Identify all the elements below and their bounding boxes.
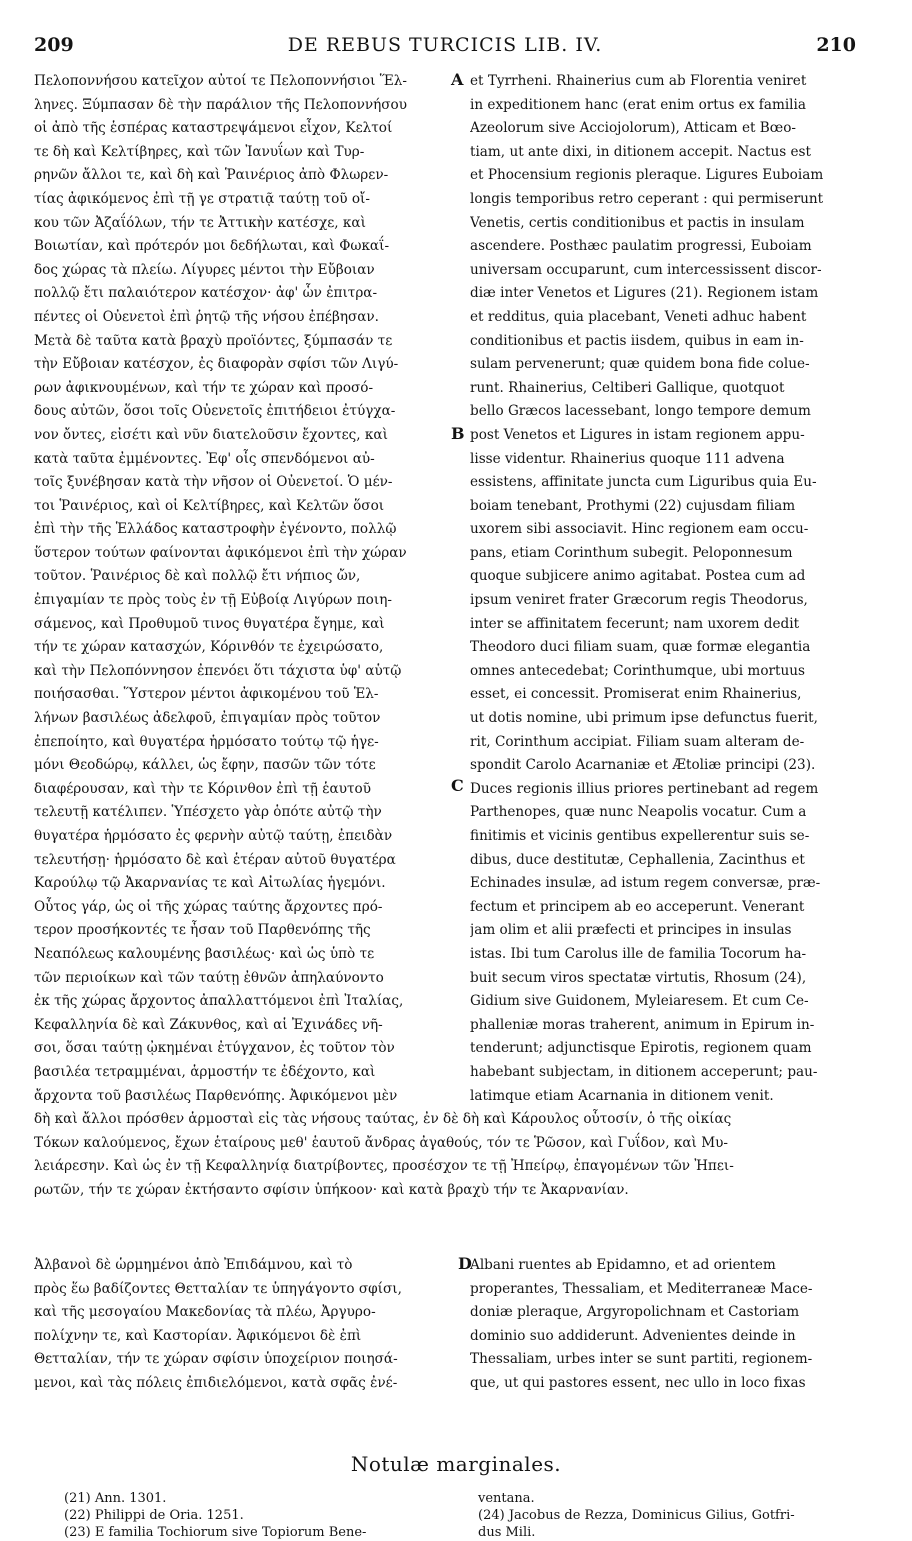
section-marker-c: C <box>451 776 464 795</box>
greek-line: τοι Ῥαινέριος, καὶ οἱ Κελτίβηρες, καὶ Κελτῶν ὅσοι <box>34 497 385 514</box>
greek-line: λειάρεσην. Καὶ ὡς ἐν τῇ Κεφαλληνίᾳ διατρίβοντες, προσέσχον τε τῇ Ἠπείρῳ, ἐπαγομένων τῶν Ἠπει- <box>34 1158 734 1175</box>
latin-line: jam olim et alii præfecti et principes in insulas <box>470 922 792 939</box>
greek-line: ρηνῶν ἄλλοι τε, καὶ δὴ καὶ Ῥαινέριος ἀπὸ Φλωρεν- <box>34 167 389 184</box>
page-number-left: 209 <box>34 34 74 56</box>
greek-line: Μετὰ δὲ ταῦτα κατὰ βραχὺ προϊόντες, ξύμπασάν τε <box>34 332 393 349</box>
running-title: DE REBUS TURCICIS LIB. IV. <box>287 34 603 56</box>
latin-line: rit, Corinthum accipiat. Filiam suam alteram de- <box>470 733 805 750</box>
greek-line: λήνων βασιλέως ἀδελφοῦ, ἐπιγαμίαν πρὸς τοῦτον <box>34 710 381 727</box>
footnote-line: (21) Ann. 1301. <box>64 1491 167 1506</box>
greek-line: ὕστερον τούτων φαίνονται ἀφικόμενοι ἐπὶ τὴν χώραν <box>34 544 407 561</box>
latin-line: Venetis, certis conditionibus et pactis in insulam <box>470 214 805 231</box>
greek-line: ἐπὶ τὴν τῆς Ἑλλάδος καταστροφὴν ἐγένοντο, πολλῷ <box>34 521 397 538</box>
latin-line: ipsum veniret frater Græcorum regis Theodorus, <box>470 592 808 609</box>
greek-line: πρὸς ἕω βαδίζοντες Θετταλίαν τε ὑπηγάγοντο σφίσι, <box>34 1280 402 1297</box>
page-number-right: 210 <box>816 34 856 56</box>
footnote-line: ventana. <box>478 1491 535 1506</box>
greek-line: τοῦτον. Ῥαινέριος δὲ καὶ πολλῷ ἔτι νήπιος ὤν, <box>34 568 361 585</box>
greek-line: τίας ἀφικόμενος ἐπὶ τῇ γε στρατιᾷ ταύτῃ τοῦ οἴ- <box>34 190 370 207</box>
latin-column-lower <box>470 1254 878 1396</box>
greek-line: οἱ ἀπὸ τῆς ἑσπέρας καταστρεψάμενοι εἶχον, Κελτοί <box>34 120 393 137</box>
greek-line: Πελοποννήσου κατεῖχον αὐτοί τε Πελοποννήσιοι Ἕλ- <box>34 73 407 89</box>
latin-line: habebant subjectam, in ditionem acceperunt; pau- <box>470 1063 818 1080</box>
running-header <box>34 34 856 66</box>
greek-line: Θετταλίαν, τήν τε χώραν σφίσιν ὑποχείριον ποιησά- <box>34 1351 398 1368</box>
latin-line: ascendere. Posthæc paulatim progressi, Euboiam <box>470 238 812 255</box>
latin-line: et redditus, quia placebant, Veneti adhuc habent <box>470 308 807 325</box>
latin-line: Parthenopes, quæ nunc Neapolis vocatur. Cum a <box>470 804 807 821</box>
greek-line: Ἀλβανοὶ δὲ ὡρμημένοι ἀπὸ Ἐπιδάμνου, καὶ τὸ <box>34 1257 353 1273</box>
greek-column-upper <box>34 70 458 1108</box>
latin-line: Theodoro duci filiam suam, quæ formæ elegantia <box>470 639 811 656</box>
greek-line: Οὗτος γάρ, ὡς οἱ τῆς χώρας ταύτης ἄρχοντες πρό- <box>34 898 383 915</box>
greek-line: κατὰ ταῦτα ἐμμένοντες. Ἐφ' οἷς σπενδόμενοι αὐ- <box>34 450 375 467</box>
latin-line: quoque subjicere animo agitabat. Postea cum ad <box>470 568 806 585</box>
greek-full-width-paragraph <box>34 1108 876 1202</box>
greek-line: τερον προσήκοντές τε ἦσαν τοῦ Παρθενόπης τῆς <box>34 922 371 939</box>
latin-line: et Tyrrheni. Rhainerius cum ab Florentia veniret <box>470 73 807 89</box>
latin-line: Albani ruentes ab Epidamno, et ad orientem <box>470 1257 776 1273</box>
greek-line: μόνι Θεοδώρῳ, κάλλει, ὡς ἔφην, πασῶν τῶν τότε <box>34 757 376 774</box>
greek-line: τελευτήσῃ· ἡρμόσατο δὲ καὶ ἑτέραν αὐτοῦ θυγατέρα <box>34 851 396 868</box>
greek-line: πέντες οἱ Οὐενετοὶ ἐπὶ ῥητῷ τῆς νήσου ἐπέβησαν. <box>34 308 380 325</box>
greek-line: κου τῶν Ἀζαΐόλων, τήν τε Ἀττικὴν κατέσχε, καὶ <box>34 214 366 231</box>
latin-line: tiam, ut ante dixi, in ditionem accepit. Nactus est <box>470 143 811 160</box>
greek-line: Καρούλῳ τῷ Ἀκαρνανίας τε καὶ Αἰτωλίας ἡγεμόνι. <box>34 875 386 892</box>
greek-line: πολίχνην τε, καὶ Καστορίαν. Ἀφικόμενοι δὲ ἐπὶ <box>34 1327 362 1344</box>
latin-line: latimque etiam Acarnania in ditionem venit. <box>470 1087 774 1104</box>
latin-line: dibus, duce destitutæ, Cephallenia, Zacinthus et <box>470 851 805 868</box>
greek-line: ἐπεποίητο, καὶ θυγατέρα ἡρμόσατο τούτῳ τῷ ἡγε- <box>34 733 379 750</box>
footnote-line: (22) Philippi de Oria. 1251. <box>64 1508 244 1523</box>
footnote-line: (23) E familia Tochiorum sive Topiorum Bene- <box>64 1525 367 1540</box>
greek-line: τε δὴ καὶ Κελτίβηρες, καὶ τῶν Ἰανυΐων καὶ Τυρ- <box>34 143 365 160</box>
latin-line: runt. Rhainerius, Celtiberi Gallique, quotquot <box>470 379 785 396</box>
greek-line: δους αὐτῶν, ὅσοι τοῖς Οὐενετοῖς ἐπιτήδειοι ἐτύγχα- <box>34 403 396 420</box>
marginal-notes-right <box>478 1490 795 1541</box>
latin-line: lisse videntur. Rhainerius quoque 111 advena <box>470 450 785 467</box>
latin-line: Echinades insulæ, ad istum regem conversæ, præ- <box>470 875 821 892</box>
greek-line: Κεφαλληνία δὲ καὶ Ζάκυνθος, καὶ αἱ Ἐχινάδες νῆ- <box>34 1016 383 1033</box>
latin-line: dominio suo addiderunt. Advenientes deinde in <box>470 1327 796 1344</box>
latin-line: universam occuparunt, cum intercessissent discor- <box>470 261 822 278</box>
latin-line: doniæ pleraque, Argyropolichnam et Castoriam <box>470 1304 800 1321</box>
greek-line: τῶν περιοίκων καὶ τῶν ταύτῃ ἐθνῶν ἀπηλαύνοντο <box>34 969 384 986</box>
greek-line: τήν τε χώραν κατασχών, Κόρινθόν τε ἐχειρώσατο, <box>34 639 384 656</box>
latin-line: post Venetos et Ligures in istam regionem appu- <box>470 426 805 443</box>
latin-line: uxorem sibi associavit. Hinc regionem eam occu- <box>470 521 809 538</box>
marginal-notes-title: Notulæ marginales. <box>350 1452 562 1476</box>
greek-line: Τόκων καλούμενος, ἔχων ἑταίρους μεθ' ἑαυτοῦ ἄνδρας ἀγαθούς, τόν τε Ῥῶσον, καὶ Γυΐδον, καὶ Μυ- <box>34 1134 728 1151</box>
greek-line: τοῖς ξυνέβησαν κατὰ τὴν νῆσον οἱ Οὐενετοί. Ὁ μέν- <box>34 474 393 491</box>
latin-line: pans, etiam Corinthum subegit. Peloponnesum <box>470 544 793 561</box>
greek-line: πολλῷ ἔτι παλαιότερον κατέσχον· ἀφ' ὧν ἐπιτρα- <box>34 285 378 302</box>
latin-line: tenderunt; adjunctisque Epirotis, regionem quam <box>470 1040 812 1057</box>
latin-line: phalleniæ moras traherent, animum in Epirum in- <box>470 1016 815 1033</box>
latin-line: esset, ei concessit. Promiserat enim Rhainerius, <box>470 686 802 703</box>
latin-line: diæ inter Venetos et Ligures (21). Regionem istam <box>470 285 819 302</box>
greek-line: Νεαπόλεως καλουμένης βασιλέως· καὶ ὡς ὑπὸ τε <box>34 945 375 962</box>
latin-line: Duces regionis illius priores pertinebant ad regem <box>470 780 819 797</box>
greek-line: ἐκ τῆς χώρας ἄρχοντος ἀπαλλαττόμενοι ἐπὶ Ἰταλίας, <box>34 993 404 1010</box>
greek-line: ρωτῶν, τήν τε χώραν ἐκτήσαντο σφίσιν ὑπήκοον· καὶ κατὰ βραχὺ τήν τε Ἀκαρνανίαν. <box>34 1181 629 1198</box>
latin-line: properantes, Thessaliam, et Mediterraneæ Mace- <box>470 1280 813 1297</box>
latin-line: longis temporibus retro ceperant : qui permiserunt <box>470 190 824 207</box>
latin-line: sulam pervenerunt; quæ quidem bona fide colue- <box>470 356 810 373</box>
greek-line: σάμενος, καὶ Προθυμοῦ τινος θυγατέρα ἔγημε, καὶ <box>34 615 385 632</box>
greek-line: ἄρχοντα τοῦ βασιλέως Παρθενόπης. Ἀφικόμενοι μὲν <box>34 1087 398 1104</box>
greek-line: ἐπιγαμίαν τε πρὸς τοὺς ἐν τῇ Εὐβοίᾳ Λιγύρων ποιη- <box>34 592 392 609</box>
greek-line: δὴ καὶ ἄλλοι πρόσθεν ἁρμοσταὶ εἰς τὰς νήσους ταύτας, ἐν δὲ δὴ καὶ Κάρουλος οὗτοσίν, ὁ τῆς οἰκίας <box>34 1111 732 1127</box>
marginal-notes-left <box>64 1490 366 1541</box>
footnote-line: (24) Jacobus de Rezza, Dominicus Gilius, Gotfri- <box>478 1508 795 1523</box>
latin-line: Gidium sive Guidonem, Myleiaresem. Et cum Ce- <box>470 993 809 1010</box>
greek-line: διαφέρουσαν, καὶ τὴν τε Κόρινθον ἐπὶ τῇ ἑαυτοῦ <box>34 780 371 797</box>
latin-line: buit secum viros spectatæ virtutis, Rhosum (24), <box>470 969 807 986</box>
latin-line: istas. Ibi tum Carolus ille de familia Tocorum ha- <box>470 945 807 962</box>
greek-line: τελευτῇ κατέλιπεν. Ὑπέσχετο γὰρ ὁπότε αὐτῷ τὴν <box>34 804 382 821</box>
latin-line: Thessaliam, urbes inter se sunt partiti, regionem- <box>470 1351 813 1368</box>
greek-line: ποιήσασθαι. Ὕστερον μέντοι ἀφικομένου τοῦ Ἑλ- <box>34 686 379 703</box>
latin-line: fectum et principem ab eo acceperunt. Venerant <box>470 898 805 915</box>
latin-line: bello Græcos lacessebant, longo tempore demum <box>470 403 811 420</box>
greek-line: δος χώρας τὰ πλείω. Λίγυρες μέντοι τὴν Εὔβοιαν <box>34 261 375 278</box>
latin-line: inter se affinitatem fecerunt; nam uxorem dedit <box>470 615 800 632</box>
greek-line: μενοι, καὶ τὰς πόλεις ἐπιδιελόμενοι, κατὰ σφᾶς ἐνέ- <box>34 1374 398 1391</box>
latin-line: et Phocensium regionis pleraque. Ligures Euboiam <box>470 167 824 184</box>
latin-line: conditionibus et pactis iisdem, quibus in eam in- <box>470 332 804 349</box>
latin-line: essistens, affinitate juncta cum Liguribus quia Eu- <box>470 474 817 491</box>
section-marker-b: B <box>451 424 465 443</box>
latin-line: ut dotis nomine, ubi primum ipse defunctus fuerit, <box>470 710 818 727</box>
latin-line: omnes antecedebat; Corinthumque, ubi mortuus <box>470 662 805 679</box>
section-marker-a: A <box>451 70 464 89</box>
latin-line: boiam tenebant, Prothymi (22) cujusdam filiam <box>470 497 796 514</box>
greek-line: καὶ τὴν Πελοπόννησον ἐπενόει ὅτι τάχιστα ὑφ' αὑτῷ <box>34 662 402 679</box>
greek-line: ρων ἀφικνουμένων, καὶ τήν τε χώραν καὶ προσό- <box>34 379 374 396</box>
greek-line: Βοιωτίαν, καὶ πρότερόν μοι δεδήλωται, καὶ Φωκαΐ- <box>34 238 390 255</box>
greek-column-lower <box>34 1254 458 1396</box>
latin-line: finitimis et vicinis gentibus expellerentur suis se- <box>470 828 810 844</box>
greek-line: νον ὄντες, εἰσέτι καὶ νῦν διατελοῦσιν ἔχοντες, καὶ <box>34 426 388 443</box>
greek-line: τὴν Εὔβοιαν κατέσχον, ἐς διαφορὰν σφίσι τῶν Λιγύ- <box>34 356 399 373</box>
footnote-line: dus Mili. <box>478 1525 536 1540</box>
greek-line: βασιλέα τετραμμέναι, ἁρμοστήν τε ἐδέχοντο, καὶ <box>34 1063 376 1080</box>
greek-line: καὶ τῆς μεσογαίου Μακεδονίας τὰ πλέω, Ἀργυρο- <box>34 1304 376 1321</box>
latin-line: Azeolorum sive Acciojolorum), Atticam et Bœo- <box>470 120 796 137</box>
section-marker-d: D <box>458 1254 472 1273</box>
latin-line: que, ut qui pastores essent, nec ullo in loco fixas <box>470 1374 806 1391</box>
greek-line: θυγατέρα ἡρμόσατο ἐς φερνὴν αὐτῷ ταύτῃ, ἐπειδὰν <box>34 828 393 844</box>
latin-column-upper <box>470 70 878 1108</box>
latin-line: in expeditionem hanc (erat enim ortus ex familia <box>470 96 806 113</box>
latin-line: spondit Carolo Acarnaniæ et Ætoliæ principi (23). <box>470 757 816 774</box>
greek-line: ληνες. Ξύμπασαν δὲ τὴν παράλιον τῆς Πελοποννήσου <box>34 96 408 113</box>
greek-line: σοι, ὅσαι ταύτῃ ᾠκημέναι ἐτύγχανον, ἐς τοῦτον τὸν <box>34 1040 395 1057</box>
